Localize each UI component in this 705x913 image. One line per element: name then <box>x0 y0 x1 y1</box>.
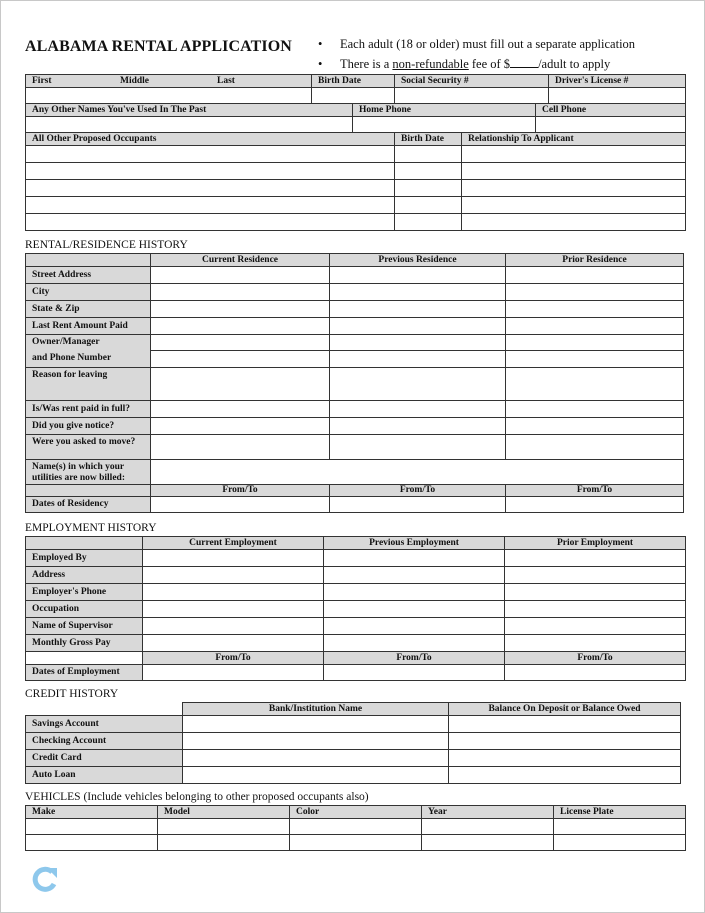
fromto-corner <box>26 485 151 497</box>
employment-cell[interactable] <box>324 665 505 681</box>
row-label-dates-employment: Dates of Employment <box>26 665 143 681</box>
credit-cell[interactable] <box>449 750 681 767</box>
rental-cell[interactable] <box>330 318 506 335</box>
rental-cell[interactable] <box>506 435 684 460</box>
rental-cell[interactable] <box>151 435 330 460</box>
row-label-occupation: Occupation <box>26 601 143 618</box>
vehicle-cell[interactable] <box>554 835 686 851</box>
employment-cell[interactable] <box>143 665 324 681</box>
rental-cell[interactable] <box>151 284 330 301</box>
employment-section-title: EMPLOYMENT HISTORY <box>25 522 157 534</box>
applicant-table <box>25 74 686 231</box>
label-relationship: Relationship To Applicant <box>462 133 686 146</box>
rental-cell[interactable] <box>330 401 506 418</box>
row-label-address: Address <box>26 567 143 584</box>
employment-cell[interactable] <box>324 567 505 584</box>
fromto-corner <box>26 652 143 665</box>
vehicle-cell[interactable] <box>422 819 554 835</box>
employment-cell[interactable] <box>324 601 505 618</box>
credit-corner <box>26 703 183 716</box>
employment-cell[interactable] <box>505 635 686 652</box>
occupant-name-field[interactable] <box>26 146 395 163</box>
row-label-state-zip: State & Zip <box>26 301 151 318</box>
occupant-birth-date-field[interactable] <box>395 180 462 197</box>
label-name: First Middle Last <box>26 75 312 88</box>
row-label-rent-paid: Is/Was rent paid in full? <box>26 401 151 418</box>
occupant-relationship-field[interactable] <box>462 180 686 197</box>
instruction-1: • Each adult (18 or older) must fill out a separate application <box>318 37 636 51</box>
rental-section-title: RENTAL/RESIDENCE HISTORY <box>25 239 188 251</box>
credit-cell[interactable] <box>183 767 449 784</box>
col-current-residence: Current Residence <box>151 254 330 267</box>
from-to-label: From/To <box>143 652 324 665</box>
row-label-employed-by: Employed By <box>26 550 143 567</box>
vehicle-cell[interactable] <box>26 819 158 835</box>
credit-cell[interactable] <box>449 767 681 784</box>
rental-cell[interactable] <box>330 351 506 368</box>
vehicle-cell[interactable] <box>158 835 290 851</box>
rental-cell[interactable] <box>151 368 330 401</box>
employment-cell[interactable] <box>505 550 686 567</box>
label-birth-date: Birth Date <box>312 75 395 88</box>
col-prior-residence: Prior Residence <box>506 254 684 267</box>
page-title: ALABAMA RENTAL APPLICATION <box>25 38 292 55</box>
vehicle-cell[interactable] <box>158 819 290 835</box>
credit-cell[interactable] <box>183 750 449 767</box>
rental-cell[interactable] <box>151 351 330 368</box>
rental-cell[interactable] <box>330 368 506 401</box>
employment-cell[interactable] <box>505 584 686 601</box>
vehicle-cell[interactable] <box>26 835 158 851</box>
col-license-plate: License Plate <box>554 806 686 819</box>
label-cell-phone: Cell Phone <box>536 104 686 117</box>
col-year: Year <box>422 806 554 819</box>
row-label-supervisor: Name of Supervisor <box>26 618 143 635</box>
rental-cell[interactable] <box>330 301 506 318</box>
rental-cell[interactable] <box>151 301 330 318</box>
vehicle-cell[interactable] <box>290 835 422 851</box>
row-label-notice: Did you give notice? <box>26 418 151 435</box>
rental-cell[interactable] <box>330 284 506 301</box>
vehicle-cell[interactable] <box>290 819 422 835</box>
credit-cell[interactable] <box>183 716 449 733</box>
label-drivers-license: Driver's License # <box>549 75 686 88</box>
occupant-name-field[interactable] <box>26 163 395 180</box>
col-prior-employment: Prior Employment <box>505 537 686 550</box>
rental-cell[interactable] <box>506 318 684 335</box>
row-label-owner-2: and Phone Number <box>26 351 151 368</box>
row-label-gross-pay: Monthly Gross Pay <box>26 635 143 652</box>
credit-table <box>25 702 681 784</box>
rental-cell[interactable] <box>506 401 684 418</box>
rental-cell[interactable] <box>330 267 506 284</box>
employment-cell[interactable] <box>324 635 505 652</box>
occupant-relationship-field[interactable] <box>462 214 686 231</box>
label-home-phone: Home Phone <box>353 104 536 117</box>
occupant-name-field[interactable] <box>26 197 395 214</box>
col-bank-name: Bank/Institution Name <box>183 703 449 716</box>
employment-cell[interactable] <box>505 601 686 618</box>
employment-corner <box>26 537 143 550</box>
occupant-relationship-field[interactable] <box>462 163 686 180</box>
row-label-savings: Savings Account <box>26 716 183 733</box>
label-occupant-birth-date: Birth Date <box>395 133 462 146</box>
from-to-label: From/To <box>505 652 686 665</box>
occupant-birth-date-field[interactable] <box>395 197 462 214</box>
row-label-checking: Checking Account <box>26 733 183 750</box>
employment-cell[interactable] <box>505 618 686 635</box>
fee-blank[interactable] <box>510 56 538 68</box>
rental-cell[interactable] <box>151 401 330 418</box>
rental-cell[interactable] <box>506 284 684 301</box>
col-model: Model <box>158 806 290 819</box>
employment-cell[interactable] <box>505 567 686 584</box>
row-label-reason: Reason for leaving <box>26 368 151 401</box>
row-label-credit-card: Credit Card <box>26 750 183 767</box>
birth-date-field[interactable] <box>312 88 395 104</box>
from-to-label: From/To <box>324 652 505 665</box>
rental-cell[interactable] <box>151 267 330 284</box>
credit-cell[interactable] <box>449 716 681 733</box>
credit-cell[interactable] <box>183 733 449 750</box>
vehicle-cell[interactable] <box>422 835 554 851</box>
occupant-birth-date-field[interactable] <box>395 214 462 231</box>
employment-cell[interactable] <box>143 550 324 567</box>
rental-cell[interactable] <box>330 435 506 460</box>
employment-table <box>25 536 686 681</box>
row-label-dates-residency: Dates of Residency <box>26 497 151 513</box>
rental-table <box>25 253 684 513</box>
occupant-relationship-field[interactable] <box>462 146 686 163</box>
from-to-label: From/To <box>506 485 684 497</box>
occupant-relationship-field[interactable] <box>462 197 686 214</box>
row-label-last-rent: Last Rent Amount Paid <box>26 318 151 335</box>
name-field[interactable] <box>26 88 312 104</box>
rental-cell[interactable] <box>506 267 684 284</box>
row-label-utilities: Name(s) in which your utilities are now billed: <box>26 460 151 485</box>
row-label-asked-to-move: Were you asked to move? <box>26 435 151 460</box>
occupant-birth-date-field[interactable] <box>395 163 462 180</box>
row-label-street: Street Address <box>26 267 151 284</box>
col-color: Color <box>290 806 422 819</box>
label-ssn: Social Security # <box>395 75 549 88</box>
rental-cell[interactable] <box>506 418 684 435</box>
row-label-employer-phone: Employer's Phone <box>26 584 143 601</box>
employment-cell[interactable] <box>324 584 505 601</box>
col-previous-residence: Previous Residence <box>330 254 506 267</box>
col-current-employment: Current Employment <box>143 537 324 550</box>
rental-cell[interactable] <box>506 497 684 513</box>
occupant-name-field[interactable] <box>26 180 395 197</box>
credit-section-title: CREDIT HISTORY <box>25 688 119 700</box>
employment-cell[interactable] <box>143 601 324 618</box>
rental-corner <box>26 254 151 267</box>
employment-cell[interactable] <box>143 567 324 584</box>
drivers-license-field[interactable] <box>549 88 686 104</box>
other-names-field[interactable] <box>26 117 353 133</box>
rental-cell[interactable] <box>506 301 684 318</box>
employment-cell[interactable] <box>324 618 505 635</box>
row-label-city: City <box>26 284 151 301</box>
refresh-arrow-icon <box>30 864 60 894</box>
utilities-field[interactable] <box>151 460 684 485</box>
rental-cell[interactable] <box>151 497 330 513</box>
vehicles-section-title: VEHICLES (Include vehicles belonging to other proposed occupants also) <box>25 791 369 803</box>
row-label-owner-1: Owner/Manager <box>26 335 151 351</box>
rental-cell[interactable] <box>506 368 684 401</box>
credit-cell[interactable] <box>449 733 681 750</box>
employment-cell[interactable] <box>143 635 324 652</box>
rental-cell[interactable] <box>330 418 506 435</box>
vehicles-table <box>25 805 686 851</box>
from-to-label: From/To <box>330 485 506 497</box>
employment-cell[interactable] <box>143 618 324 635</box>
vehicle-cell[interactable] <box>554 819 686 835</box>
employment-cell[interactable] <box>505 665 686 681</box>
rental-cell[interactable] <box>506 335 684 351</box>
label-occupants: All Other Proposed Occupants <box>26 133 395 146</box>
employment-cell[interactable] <box>324 550 505 567</box>
col-balance: Balance On Deposit or Balance Owed <box>449 703 681 716</box>
occupant-name-field[interactable] <box>26 214 395 231</box>
rental-cell[interactable] <box>506 351 684 368</box>
home-phone-field[interactable] <box>353 117 536 133</box>
instruction-2: • There is a non-refundable fee of $ /adult to apply <box>318 57 611 71</box>
col-previous-employment: Previous Employment <box>324 537 505 550</box>
instructions <box>318 34 635 74</box>
rental-cell[interactable] <box>330 497 506 513</box>
ssn-field[interactable] <box>395 88 549 104</box>
rental-cell[interactable] <box>151 335 330 351</box>
cell-phone-field[interactable] <box>536 117 686 133</box>
row-label-auto-loan: Auto Loan <box>26 767 183 784</box>
label-other-names: Any Other Names You've Used In The Past <box>26 104 353 117</box>
rental-cell[interactable] <box>151 318 330 335</box>
rental-cell[interactable] <box>330 335 506 351</box>
occupant-birth-date-field[interactable] <box>395 146 462 163</box>
rental-cell[interactable] <box>151 418 330 435</box>
col-make: Make <box>26 806 158 819</box>
from-to-label: From/To <box>151 485 330 497</box>
employment-cell[interactable] <box>143 584 324 601</box>
